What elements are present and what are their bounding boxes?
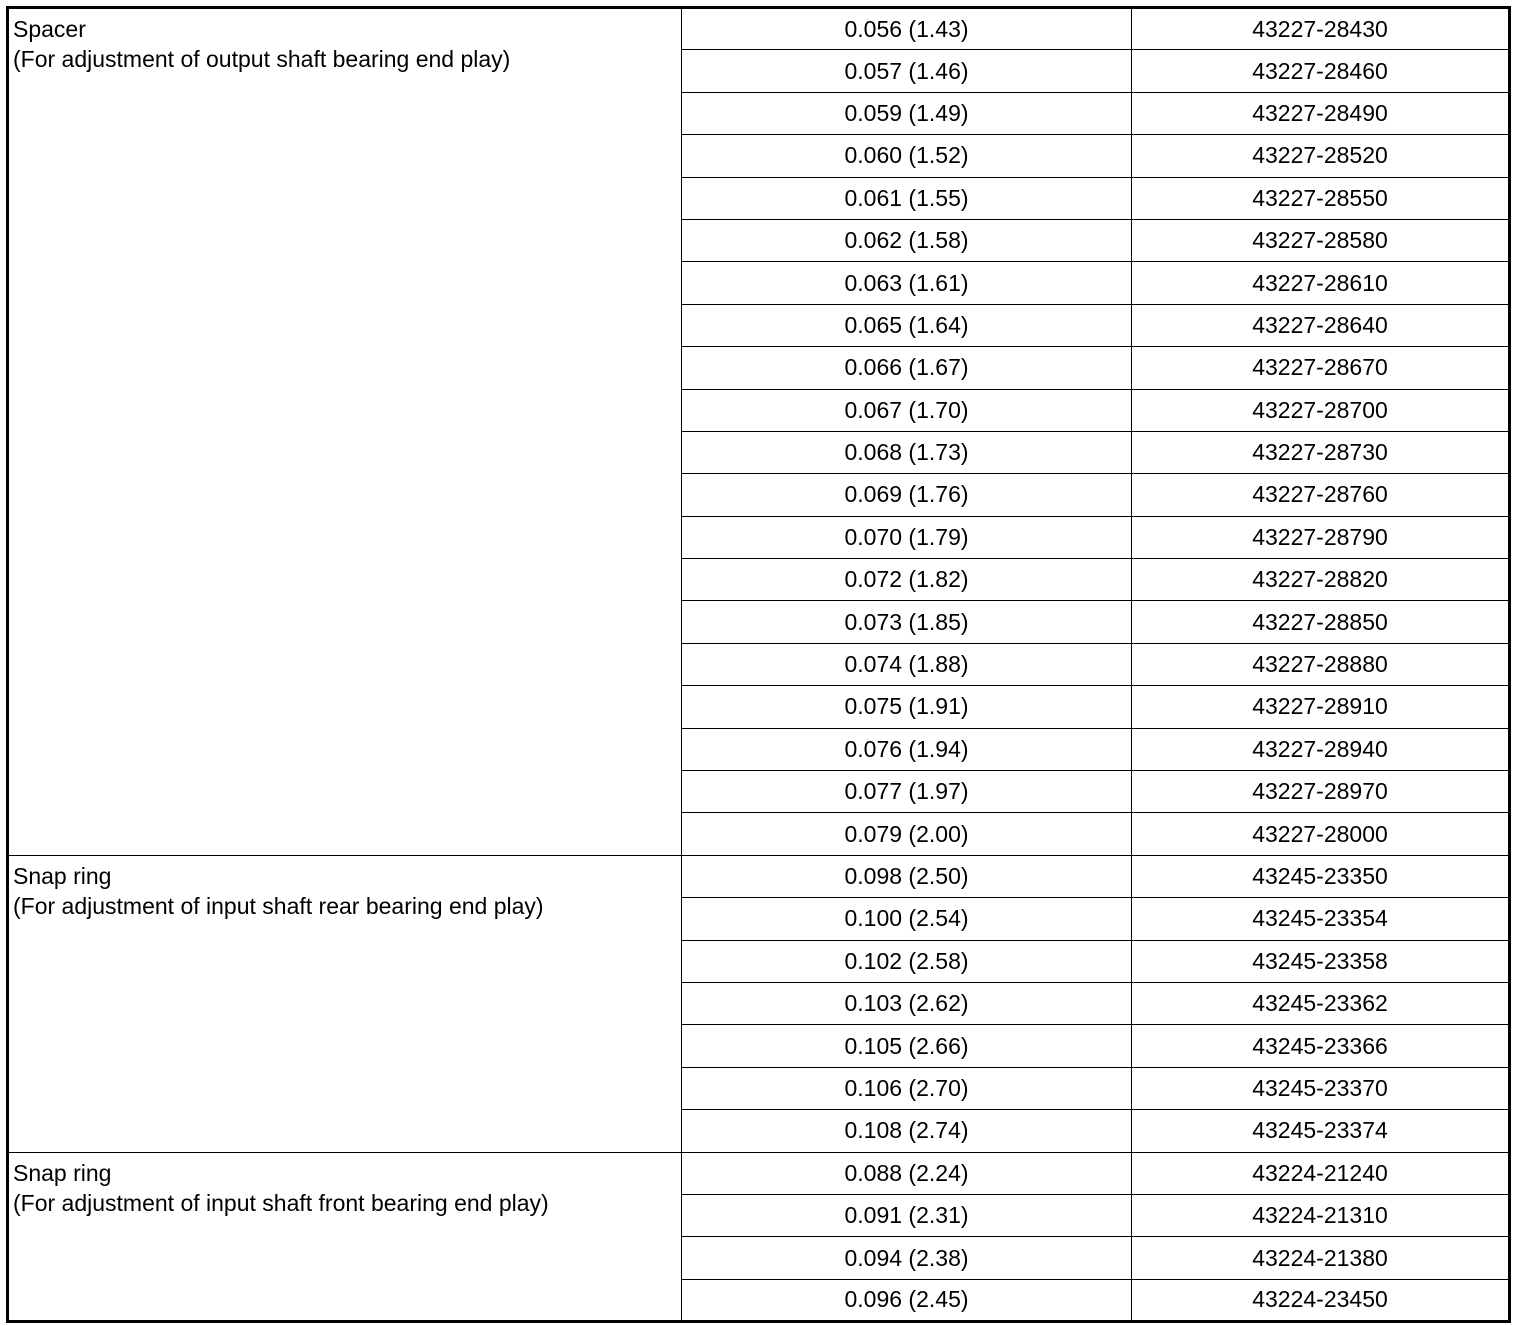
thickness-cell: 0.063 (1.61) [682,262,1132,304]
thickness-cell: 0.094 (2.38) [682,1237,1132,1279]
part-number-cell: 43245-23354 [1132,898,1510,940]
part-purpose: (For adjustment of input shaft rear bearing end play) [13,892,544,919]
part-number-cell: 43245-23358 [1132,940,1510,982]
thickness-cell: 0.059 (1.49) [682,92,1132,134]
part-number-cell: 43227-28580 [1132,219,1510,261]
part-group-cell [8,8,682,856]
part-number-cell: 43227-28460 [1132,50,1510,92]
part-number-cell: 43227-28940 [1132,728,1510,770]
thickness-cell: 0.077 (1.97) [682,771,1132,813]
part-number-cell: 43227-28000 [1132,813,1510,855]
thickness-cell: 0.060 (1.52) [682,135,1132,177]
thickness-cell: 0.057 (1.46) [682,50,1132,92]
thickness-cell: 0.079 (2.00) [682,813,1132,855]
part-purpose: (For adjustment of output shaft bearing end play) [13,46,511,72]
thickness-cell: 0.103 (2.62) [682,982,1132,1024]
part-number-cell: 43245-23370 [1132,1067,1510,1109]
thickness-cell: 0.106 (2.70) [682,1067,1132,1109]
thickness-cell: 0.098 (2.50) [682,855,1132,897]
thickness-cell: 0.062 (1.58) [682,219,1132,261]
part-name: Snap ring [13,862,112,889]
part-name: Snap ring [13,1159,112,1186]
table-row [8,1152,1510,1194]
table-body [8,8,1510,1322]
thickness-cell: 0.100 (2.54) [682,898,1132,940]
part-number-cell: 43227-28700 [1132,389,1510,431]
thickness-cell: 0.073 (1.85) [682,601,1132,643]
thickness-cell: 0.067 (1.70) [682,389,1132,431]
part-number-cell: 43227-28880 [1132,643,1510,685]
part-group-cell [8,855,682,1152]
part-number-cell: 43224-23450 [1132,1279,1510,1321]
thickness-cell: 0.076 (1.94) [682,728,1132,770]
part-number-cell: 43227-28490 [1132,92,1510,134]
thickness-cell: 0.074 (1.88) [682,643,1132,685]
part-number-cell: 43224-21380 [1132,1237,1510,1279]
part-group-cell [8,1152,682,1322]
part-number-cell: 43224-21240 [1132,1152,1510,1194]
part-number-cell: 43245-23350 [1132,855,1510,897]
thickness-cell: 0.091 (2.31) [682,1194,1132,1236]
thickness-cell: 0.070 (1.79) [682,516,1132,558]
part-number-cell: 43227-28430 [1132,8,1510,50]
thickness-cell: 0.061 (1.55) [682,177,1132,219]
part-number-cell: 43227-28760 [1132,474,1510,516]
part-number-cell: 43227-28520 [1132,135,1510,177]
part-number-cell: 43227-28610 [1132,262,1510,304]
part-number-cell: 43227-28790 [1132,516,1510,558]
thickness-cell: 0.056 (1.43) [682,8,1132,50]
thickness-cell: 0.066 (1.67) [682,347,1132,389]
thickness-cell: 0.096 (2.45) [682,1279,1132,1321]
part-number-cell: 43227-28550 [1132,177,1510,219]
part-number-cell: 43227-28730 [1132,431,1510,473]
thickness-cell: 0.065 (1.64) [682,304,1132,346]
thickness-cell: 0.108 (2.74) [682,1110,1132,1152]
part-number-cell: 43227-28910 [1132,686,1510,728]
part-number-cell: 43227-28850 [1132,601,1510,643]
thickness-cell: 0.102 (2.58) [682,940,1132,982]
part-number-cell: 43245-23366 [1132,1025,1510,1067]
parts-table [6,6,1511,1323]
part-number-cell: 43227-28640 [1132,304,1510,346]
thickness-cell: 0.088 (2.24) [682,1152,1132,1194]
thickness-cell: 0.105 (2.66) [682,1025,1132,1067]
thickness-cell: 0.075 (1.91) [682,686,1132,728]
part-number-cell: 43227-28970 [1132,771,1510,813]
part-number-cell: 43245-23362 [1132,982,1510,1024]
thickness-cell: 0.069 (1.76) [682,474,1132,516]
part-number-cell: 43224-21310 [1132,1194,1510,1236]
part-number-cell: 43227-28820 [1132,559,1510,601]
table-row [8,8,1510,50]
part-purpose: (For adjustment of input shaft front bearing end play) [13,1189,549,1216]
part-number-cell: 43227-28670 [1132,347,1510,389]
thickness-cell: 0.072 (1.82) [682,559,1132,601]
part-name: Spacer [13,16,86,42]
part-number-cell: 43245-23374 [1132,1110,1510,1152]
table-row [8,855,1510,897]
thickness-cell: 0.068 (1.73) [682,431,1132,473]
